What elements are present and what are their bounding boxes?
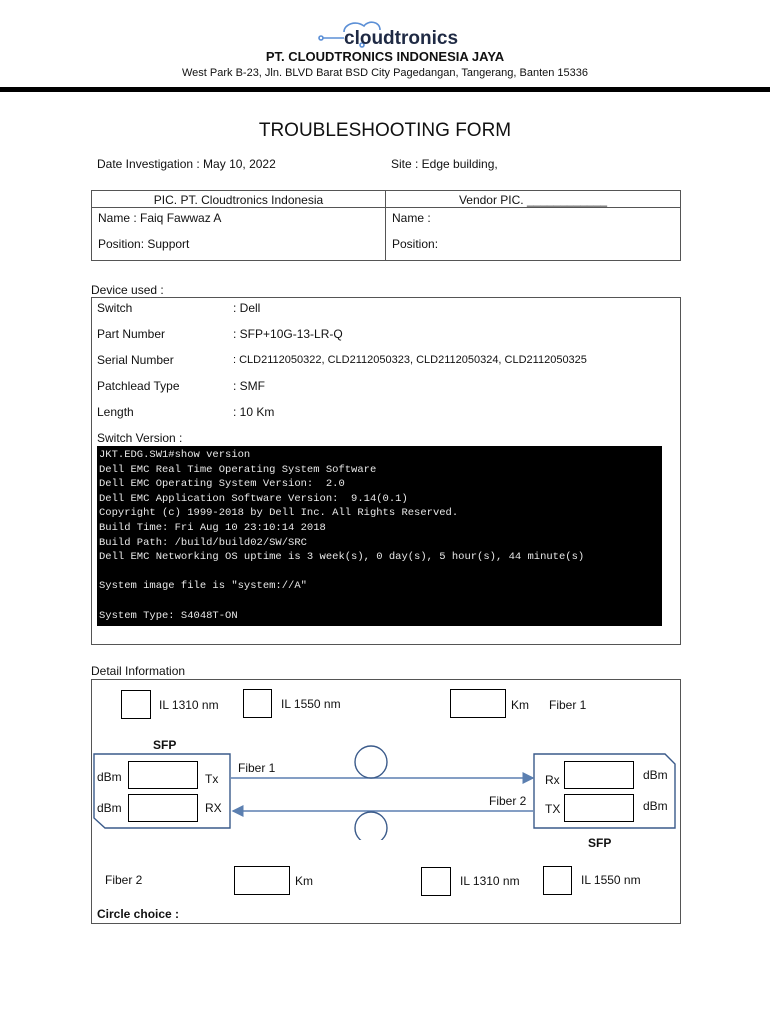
device-row-value: : CLD2112050322, CLD2112050323, CLD2112050324, CLD2112050325 [233, 354, 587, 366]
right-rx-dbm-input[interactable] [564, 761, 634, 789]
device-section-label: Device used : [91, 283, 164, 297]
fiber-diagram [91, 740, 679, 840]
left-sfp-label: SFP [153, 738, 177, 752]
right-tx-label: TX [545, 802, 561, 816]
switch-version-label: Switch Version : [97, 431, 183, 445]
terminal-line: JKT.EDG.SW1#show version [99, 449, 251, 461]
device-row-value: : SMF [233, 379, 265, 393]
terminal-line: Build Path: /build/build02/SW/SRC [99, 536, 307, 549]
left-tx-dbm-input[interactable] [128, 761, 198, 789]
fiber2-choice-circle[interactable] [355, 812, 387, 840]
km-input-bottom[interactable] [234, 866, 290, 895]
company-name: PT. CLOUDTRONICS INDONESIA JAYA [265, 49, 505, 64]
il-1310-label: IL 1310 nm [159, 698, 219, 712]
terminal-line [99, 565, 662, 580]
circle-choice-label: Circle choice : [97, 907, 180, 921]
il-1550-label: IL 1550 nm [281, 697, 341, 711]
left-dbm-top-label: dBm [97, 770, 122, 784]
terminal-line: System Type: S4048T-ON [99, 609, 238, 622]
left-rx-dbm-input[interactable] [128, 794, 198, 822]
fiber2-label: Fiber 2 [489, 794, 527, 808]
right-tx-dbm-input[interactable] [564, 794, 634, 822]
company-address: West Park B-23, Jln. BLVD Barat BSD City Pagedangan, Tangerang, Banten 15336 [181, 67, 589, 79]
terminal-line [99, 594, 662, 609]
right-rx-label: Rx [545, 773, 560, 787]
terminal-line: Dell EMC Operating System Version: 2.0 [99, 478, 345, 491]
pic-right-position: Position: [392, 237, 439, 251]
device-row-label: Switch [97, 301, 133, 315]
pic-left-name: Name : Faiq Fawwaz A [98, 211, 222, 225]
left-rx-label: RX [205, 801, 222, 815]
il-1310-label-bottom: IL 1310 nm [460, 874, 520, 888]
pic-header-divider [92, 207, 680, 208]
terminal-line: Build Time: Fri Aug 10 23:10:14 2018 [99, 521, 326, 534]
device-row-label: Length [97, 405, 134, 419]
device-row-label: Patchlead Type [97, 379, 180, 393]
device-row-value: : 10 Km [233, 405, 275, 419]
device-row-value: : Dell [233, 301, 261, 315]
terminal-line: System image file is "system://A" [99, 580, 307, 593]
terminal-line: Dell EMC Networking OS uptime is 3 week(s), 0 day(s), 5 hour(s), 44 minute(s) [99, 551, 585, 564]
fiber1-label: Fiber 1 [238, 761, 276, 775]
km-label-top: Km [511, 698, 529, 712]
device-row-label: Part Number [97, 327, 166, 341]
pic-right-name: Name : [392, 211, 431, 225]
terminal-line: Dell EMC Real Time Operating System Software [99, 463, 377, 476]
il-1550-checkbox[interactable] [243, 689, 272, 718]
right-dbm-top-label: dBm [643, 768, 668, 782]
date-investigation: Date Investigation : May 10, 2022 [97, 157, 276, 171]
right-dbm-bottom-label: dBm [643, 799, 668, 813]
il-1550-label-bottom: IL 1550 nm [581, 873, 641, 887]
pic-right-header: Vendor PIC. ____________ [458, 193, 608, 207]
detail-section-label: Detail Information [91, 664, 186, 678]
km-label-bottom: Km [295, 874, 313, 888]
company-logo [318, 18, 458, 48]
device-row-label: Serial Number [97, 353, 174, 367]
terminal-output [97, 446, 662, 626]
terminal-line: Dell EMC Application Software Version: 9.14(0.1) [99, 492, 408, 505]
km-input-top[interactable] [450, 689, 506, 718]
site-field: Site : Edge building, [391, 157, 498, 171]
logo-wordmark: cloudtronics [344, 28, 458, 48]
il-1310-checkbox-bottom[interactable] [421, 867, 451, 896]
il-1550-checkbox-bottom[interactable] [543, 866, 572, 895]
il-1310-checkbox[interactable] [121, 690, 151, 719]
right-sfp-label: SFP [588, 836, 612, 850]
left-dbm-bottom-label: dBm [97, 801, 122, 815]
device-row-value: : SFP+10G-13-LR-Q [233, 327, 343, 341]
left-tx-label: Tx [205, 772, 219, 786]
fiber1-choice-circle[interactable] [355, 746, 387, 778]
pic-table [91, 190, 681, 261]
fiber2-info-label: Fiber 2 [105, 873, 143, 887]
pic-left-header: PIC. PT. Cloudtronics Indonesia [153, 193, 324, 207]
fiber1-info-label: Fiber 1 [549, 698, 587, 712]
terminal-line: Copyright (c) 1999-2018 by Dell Inc. All Rights Reserved. [99, 507, 459, 520]
pic-left-position: Position: Support [98, 237, 190, 251]
header-divider [0, 87, 770, 92]
form-title: TROUBLESHOOTING FORM [258, 120, 512, 141]
